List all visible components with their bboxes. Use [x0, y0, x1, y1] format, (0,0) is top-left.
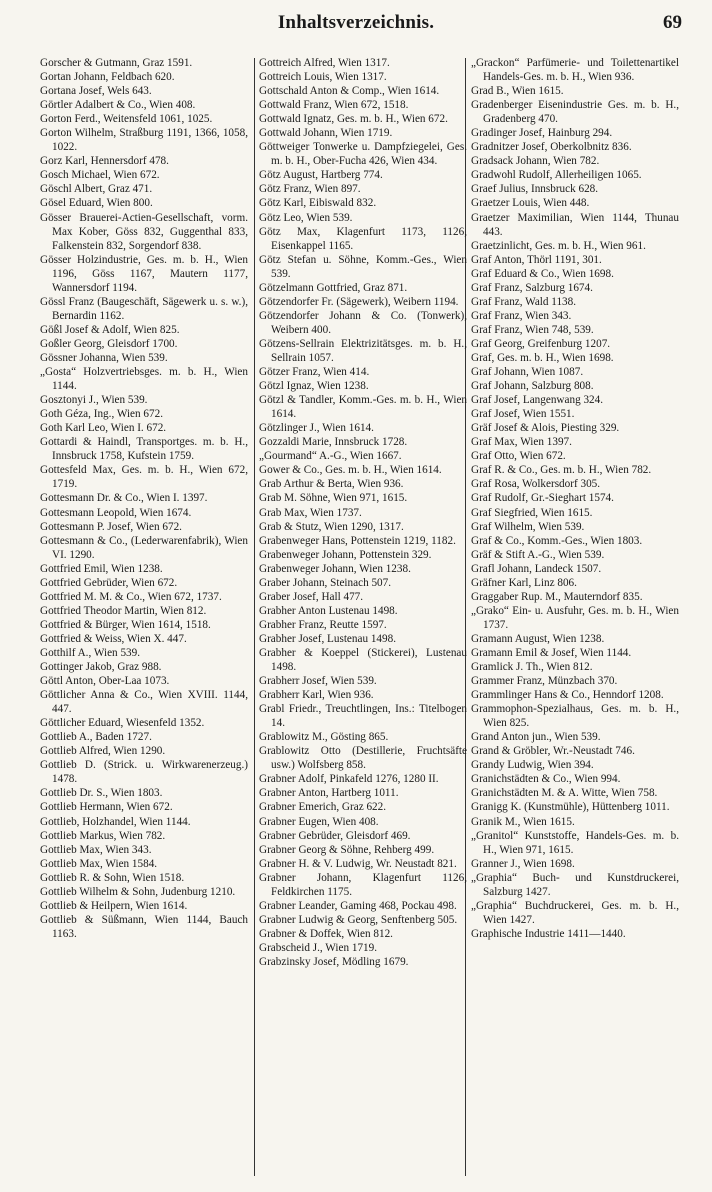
directory-entry: Gottlieb Max, Wien 1584.: [40, 857, 158, 870]
directory-entry: Gramann Emil & Josef, Wien 1144.: [471, 646, 632, 659]
directory-entry: Götzendorfer Fr. (Sägewerk), Weibern 1194.: [259, 295, 459, 308]
directory-column-2: [259, 56, 467, 1176]
directory-entry: Grabner Georg & Söhne, Rehberg 499.: [259, 843, 435, 856]
directory-entry: Gottlieb Dr. S., Wien 1803.: [40, 787, 163, 800]
directory-entry: Gosch Michael, Wien 672.: [40, 169, 160, 182]
directory-entry: Grab & Stutz, Wien 1290, 1317.: [259, 520, 404, 533]
directory-entry: Graf R. & Co., Ges. m. b. H., Wien 782.: [471, 464, 652, 477]
directory-entry: Götzelmann Gottfried, Graz 871.: [259, 281, 408, 294]
directory-entry: Götzl Ignaz, Wien 1238.: [259, 380, 369, 393]
directory-entry: Granichstädten M. & A. Witte, Wien 758.: [471, 787, 658, 800]
directory-entry: Gottlieb Markus, Wien 782.: [40, 829, 166, 842]
directory-entry: Graf Rosa, Wolkersdorf 305.: [471, 478, 601, 491]
directory-entry: Gösser Brauerei-Actien-Gesellschaft, vorm. Max Kober, Göss 832, Guggenthal 833, Falkenstein 832, Sorgendorf 838.: [40, 211, 248, 252]
directory-entry: Grabner Eugen, Wien 408.: [259, 815, 379, 828]
directory-entry: Gottfried Theodor Martin, Wien 812.: [40, 604, 207, 617]
directory-entry: Granichstädten & Co., Wien 994.: [471, 773, 621, 786]
directory-entry: Gottwald Ignatz, Ges. m. b. H., Wien 672.: [259, 113, 448, 126]
page-title: Inhaltsverzeichnis.: [277, 12, 435, 33]
directory-column-1: [40, 56, 248, 1176]
directory-entry: Gottlieb A., Baden 1727.: [40, 731, 152, 744]
directory-entry: „Graphia“ Buch- und Kunstdruckerei, Salzburg 1427.: [471, 871, 679, 898]
directory-entry: Gottesmann & Co., (Lederwarenfabrik), Wien VI. 1290.: [40, 534, 248, 561]
directory-entry: Graber Josef, Hall 477.: [259, 590, 364, 603]
directory-entry: Gottwald Franz, Wien 672, 1518.: [259, 99, 409, 112]
directory-entry: Götzl & Tandler, Komm.-Ges. m. b. H., Wien 1614.: [259, 394, 467, 421]
directory-entry: Gottardi & Haindl, Transportges. m. b. H., Innsbruck 1758, Kufstein 1759.: [40, 436, 248, 463]
directory-entry: Graf Otto, Wien 672.: [471, 450, 566, 463]
directory-entry: Graf Max, Wien 1397.: [471, 436, 572, 449]
directory-entry: Gräf Josef & Alois, Piesting 329.: [471, 422, 620, 435]
directory-entry: Granigg K. (Kunstmühle), Hüttenberg 1011.: [471, 801, 670, 814]
directory-entry: Grab Max, Wien 1737.: [259, 506, 362, 519]
directory-entry: Gottinger Jakob, Graz 988.: [40, 661, 162, 674]
directory-entry: Gottschald Anton & Comp., Wien 1614.: [259, 85, 440, 98]
directory-entry: Graf Franz, Salzburg 1674.: [471, 281, 593, 294]
directory-entry: Gräf & Stift A.-G., Wien 539.: [471, 548, 605, 561]
directory-entry: Grabher Josef, Lustenau 1498.: [259, 632, 397, 645]
directory-entry: „Gosta“ Holzvertriebsges. m. b. H., Wien 1144.: [40, 366, 248, 393]
directory-entry: Gradwohl Rudolf, Allerheiligen 1065.: [471, 169, 642, 182]
directory-entry: Götzendorfer Johann & Co. (Tonwerk), Weibern 400.: [259, 309, 467, 336]
directory-entry: Gottfried M. M. & Co., Wien 672, 1737.: [40, 590, 222, 603]
directory-entry: Gottesmann P. Josef, Wien 672.: [40, 520, 182, 533]
directory-entry: Gottesfeld Max, Ges. m. b. H., Wien 672, 1719.: [40, 464, 248, 491]
directory-entry: Grad B., Wien 1615.: [471, 85, 564, 98]
directory-entry: Gotthilf A., Wien 539.: [40, 646, 141, 659]
column-divider: [254, 58, 255, 1176]
directory-entry: Grabner Emerich, Graz 622.: [259, 801, 387, 814]
directory-entry: Gottfried Gebrüder, Wien 672.: [40, 576, 178, 589]
directory-entry: Götz Leo, Wien 539.: [259, 211, 353, 224]
directory-entry: Grab M. Söhne, Wien 971, 1615.: [259, 492, 408, 505]
directory-entry: Grabher Anton Lustenau 1498.: [259, 604, 398, 617]
directory-entry: Grammer Franz, Münzbach 370.: [471, 675, 618, 688]
directory-entry: Götz Max, Klagenfurt 1173, 1126, Eisenkappel 1165.: [259, 225, 467, 252]
directory-entry: Graf Franz, Wien 343.: [471, 309, 572, 322]
directory-entry: Gottlieb R. & Sohn, Wien 1518.: [40, 871, 185, 884]
directory-entry: Graf Georg, Greifenburg 1207.: [471, 337, 611, 350]
directory-entry: Graf Wilhelm, Wien 539.: [471, 520, 585, 533]
directory-entry: Grabner Anton, Hartberg 1011.: [259, 787, 399, 800]
directory-entry: Götz August, Hartberg 774.: [259, 169, 383, 182]
directory-entry: Graetzer Louis, Wien 448.: [471, 197, 590, 210]
directory-entry: „Grako“ Ein- u. Ausfuhr, Ges. m. b. H., Wien 1737.: [471, 604, 679, 631]
directory-entry: Grab Arthur & Berta, Wien 936.: [259, 478, 404, 491]
directory-entry: Gottwald Johann, Wien 1719.: [259, 127, 393, 140]
directory-entry: Graf Franz, Wald 1138.: [471, 295, 577, 308]
directory-entry: „Graphia“ Buchdruckerei, Ges. m. b. H., Wien 1427.: [471, 899, 679, 926]
directory-entry: Goth Géza, Ing., Wien 672.: [40, 408, 163, 421]
directory-entry: Götz Karl, Eibiswald 832.: [259, 197, 377, 210]
directory-entry: Gottreich Louis, Wien 1317.: [259, 71, 387, 84]
directory-entry: Gortana Josef, Wels 643.: [40, 85, 152, 98]
directory-entry: Granner J., Wien 1698.: [471, 857, 575, 870]
directory-entry: Gosztonyi J., Wien 539.: [40, 394, 148, 407]
directory-entry: Grafl Johann, Landeck 1507.: [471, 562, 602, 575]
directory-entry: Gorz Karl, Hennersdorf 478.: [40, 155, 169, 168]
directory-entry: Grabenweger Hans, Pottenstein 1219, 1182.: [259, 534, 456, 547]
directory-entry: Gorscher & Gutmann, Graz 1591.: [40, 57, 193, 69]
directory-entry: Grabzinsky Josef, Mödling 1679.: [259, 956, 409, 968]
directory-entry: Grammophon-Spezialhaus, Ges. m. b. H., Wien 825.: [471, 703, 679, 730]
directory-entry: Graf Siegfried, Wien 1615.: [471, 506, 593, 519]
directory-entry: Götzens-Sellrain Elektrizitätsges. m. b. H., Sellrain 1057.: [259, 337, 467, 364]
directory-entry: Grabherr Josef, Wien 539.: [259, 675, 377, 688]
directory-entry: Grabner Leander, Gaming 468, Pockau 498.: [259, 899, 457, 912]
directory-entry: Grabner H. & V. Ludwig, Wr. Neustadt 821.: [259, 857, 457, 870]
directory-entry: Gottlieb & Heilpern, Wien 1614.: [40, 899, 188, 912]
directory-entry: Gottfried & Bürger, Wien 1614, 1518.: [40, 618, 211, 631]
directory-entry: Gottlieb Hermann, Wien 672.: [40, 801, 173, 814]
directory-entry: Graf Josef, Langenwang 324.: [471, 394, 604, 407]
directory-entry: Gradsack Johann, Wien 782.: [471, 155, 600, 168]
directory-entry: Göttl Anton, Ober-Laa 1073.: [40, 675, 170, 688]
directory-entry: Görtler Adalbert & Co., Wien 408.: [40, 99, 196, 112]
directory-entry: Grabenweger Johann, Pottenstein 329.: [259, 548, 432, 561]
directory-entry: Grabner Gebrüder, Gleisdorf 469.: [259, 829, 411, 842]
directory-entry: Graf Franz, Wien 748, 539.: [471, 323, 594, 336]
directory-entry: Gottreich Alfred, Wien 1317.: [259, 57, 390, 69]
directory-entry: Graf Eduard & Co., Wien 1698.: [471, 267, 614, 280]
directory-entry: Göttlicher Anna & Co., Wien XVIII. 1144, 447.: [40, 689, 248, 716]
directory-entry: Gössl Franz (Baugeschäft, Sägewerk u. s. w.), Bernardin 1162.: [40, 295, 248, 322]
directory-entry: Graf, Ges. m. b. H., Wien 1698.: [471, 351, 614, 364]
directory-entry: Gösel Eduard, Wien 800.: [40, 197, 153, 210]
directory-entry: Grabner Johann, Klagenfurt 1126, Feldkirchen 1175.: [259, 871, 467, 898]
directory-entry: Gramlick J. Th., Wien 812.: [471, 661, 593, 674]
directory-entry: Gradinger Josef, Hainburg 294.: [471, 127, 613, 140]
directory-entry: Gradenberger Eisenindustrie Ges. m. b. H., Gradenberg 470.: [471, 99, 679, 126]
directory-entry: Götzer Franz, Wien 414.: [259, 366, 370, 379]
directory-entry: Graf Josef, Wien 1551.: [471, 408, 575, 421]
directory-entry: Götz Franz, Wien 897.: [259, 183, 361, 196]
directory-entry: „Gourmand“ A.-G., Wien 1667.: [259, 450, 402, 463]
directory-entry: Graf Rudolf, Gr.-Sieghart 1574.: [471, 492, 614, 505]
directory-column-3: [471, 56, 679, 1176]
directory-entry: Grablowitz M., Gösting 865.: [259, 731, 389, 744]
page-number: 69: [663, 12, 682, 33]
directory-entry: Gottlieb Alfred, Wien 1290.: [40, 745, 166, 758]
directory-entry: Graf Johann, Salzburg 808.: [471, 380, 594, 393]
directory-entry: Grandy Ludwig, Wien 394.: [471, 759, 594, 772]
directory-entry: Grabenweger Johann, Wien 1238.: [259, 562, 411, 575]
directory-entry: Graf & Co., Komm.-Ges., Wien 1803.: [471, 534, 643, 547]
directory-entry: Granik M., Wien 1615.: [471, 815, 575, 828]
directory-entry: Gradnitzer Josef, Oberkolbnitz 836.: [471, 141, 632, 154]
directory-entry: Grabscheid J., Wien 1719.: [259, 941, 378, 954]
directory-entry: Götzlinger J., Wien 1614.: [259, 422, 374, 435]
directory-entry: Graef Julius, Innsbruck 628.: [471, 183, 599, 196]
directory-entry: Goth Karl Leo, Wien I. 672.: [40, 422, 167, 435]
directory-entry: Gräfner Karl, Linz 806.: [471, 576, 577, 589]
directory-entry: Graphische Industrie 1411—1440.: [471, 927, 626, 940]
directory-entry: Gottlieb Max, Wien 343.: [40, 843, 152, 856]
directory-entry: Göttweiger Tonwerke u. Dampfziegelei, Ges. m. b. H., Ober-Fucha 426, Wien 434.: [259, 141, 467, 168]
directory-entry: Grand & Gröbler, Wr.-Neustadt 746.: [471, 745, 635, 758]
directory-entry: Grabner & Doffek, Wien 812.: [259, 927, 393, 940]
directory-entry: Gozzaldi Marie, Innsbruck 1728.: [259, 436, 408, 449]
directory-entry: Grabher & Koeppel (Stickerei), Lustenau 1498.: [259, 646, 467, 674]
directory-entry: Gottesmann Dr. & Co., Wien I. 1397.: [40, 492, 208, 505]
directory-entry: Gottlieb Wilhelm & Sohn, Judenburg 1210.: [40, 885, 236, 898]
directory-entry: „Grackon“ Parfümerie- und Toilettenartikel Handels-Ges. m. b. H., Wien 936.: [471, 57, 679, 84]
directory-entry: Grablowitz Otto (Destillerie, Fruchtsäfte usw.) Wolfsberg 858.: [259, 745, 467, 772]
page-header: [0, 12, 712, 38]
directory-entry: Grand Anton jun., Wien 539.: [471, 731, 601, 744]
directory-entry: Gottlieb & Süßmann, Wien 1144, Bauch 1163.: [40, 913, 248, 940]
directory-entry: Gösser Holzindustrie, Ges. m. b. H., Wien 1196, Göss 1167, Mautern 1177, Wannersdorf 1194.: [40, 253, 248, 294]
directory-entry: Gottfried & Weiss, Wien X. 447.: [40, 632, 187, 645]
directory-entry: Goßler Georg, Gleisdorf 1700.: [40, 337, 178, 350]
directory-entry: Gottlieb, Holzhandel, Wien 1144.: [40, 815, 191, 828]
directory-entry: Graggaber Rup. M., Mauterndorf 835.: [471, 590, 643, 603]
directory-entry: Gower & Co., Ges. m. b. H., Wien 1614.: [259, 464, 442, 477]
directory-entry: Gottfried Emil, Wien 1238.: [40, 562, 163, 575]
directory-entry: Graf Johann, Wien 1087.: [471, 366, 584, 379]
directory-entry: Grabl Friedr., Treuchtlingen, Ins.: Titelbogen 14.: [259, 703, 467, 730]
directory-entry: Graber Johann, Steinach 507.: [259, 576, 392, 589]
directory-entry: Graetzinlicht, Ges. m. b. H., Wien 961.: [471, 239, 646, 252]
directory-entry: Gortan Johann, Feldbach 620.: [40, 71, 175, 84]
directory-entry: Gramann August, Wien 1238.: [471, 632, 605, 645]
directory-entry: Gössner Johanna, Wien 539.: [40, 351, 168, 364]
directory-entry: Grabner Adolf, Pinkafeld 1276, 1280 II.: [259, 773, 439, 786]
directory-entry: Gottlieb D. (Strick. u. Wirkwarenerzeug.) 1478.: [40, 759, 248, 786]
directory-entry: Gottesmann Leopold, Wien 1674.: [40, 506, 192, 519]
directory-entry: Göttlicher Eduard, Wiesenfeld 1352.: [40, 717, 205, 730]
directory-entry: Grabher Franz, Reutte 1597.: [259, 618, 387, 631]
directory-entry: Grammlinger Hans & Co., Henndorf 1208.: [471, 689, 664, 702]
directory-entry: Graf Anton, Thörl 1191, 301.: [471, 253, 602, 266]
directory-entry: „Granitol“ Kunststoffe, Handels-Ges. m. b. H., Wien 971, 1615.: [471, 829, 679, 856]
directory-entry: Grabner Ludwig & Georg, Senftenberg 505.: [259, 913, 458, 926]
directory-entry: Grabherr Karl, Wien 936.: [259, 689, 374, 702]
directory-entry: Göschl Albert, Graz 471.: [40, 183, 153, 196]
directory-entry: Gorton Wilhelm, Straßburg 1191, 1366, 1058, 1022.: [40, 127, 248, 154]
directory-entry: Gößl Josef & Adolf, Wien 825.: [40, 323, 180, 336]
directory-entry: Graetzer Maximilian, Wien 1144, Thunau 443.: [471, 211, 679, 238]
directory-entry: Gorton Ferd., Weitensfeld 1061, 1025.: [40, 113, 213, 126]
directory-entry: Götz Stefan u. Söhne, Komm.-Ges., Wien 539.: [259, 253, 467, 280]
